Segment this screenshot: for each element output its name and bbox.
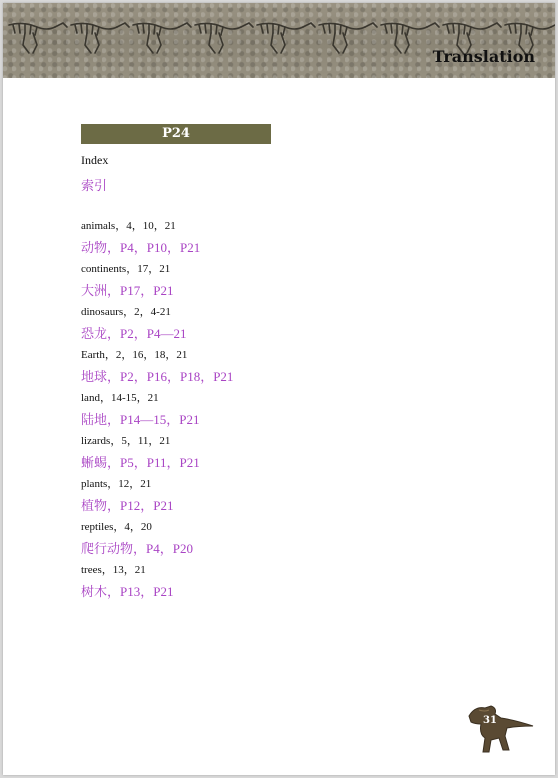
entry-cn: 动物，P4，P10，P21 (81, 240, 201, 255)
entry-en: land，14-15，21 (81, 392, 159, 404)
entry-cn: 陆地，P14—15，P21 (81, 412, 200, 427)
index-entry (81, 391, 501, 434)
entry-en: continents，17，21 (81, 263, 171, 275)
entry-en: animals，4，10，21 (81, 220, 176, 232)
entry-en: plants，12，21 (81, 478, 152, 490)
entry-cn: 大洲，P17，P21 (81, 283, 174, 298)
entry-cn: 恐龙，P2，P4—21 (81, 326, 187, 341)
dinosaur-fossil-banner-icon (3, 3, 555, 78)
entry-en: lizards，5，11，21 (81, 435, 171, 447)
entry-cn: 地球，P2，P16，P18，P21 (81, 369, 234, 384)
index-title-en: Index (81, 153, 109, 167)
index-entry (81, 305, 501, 348)
page-number: 31 (483, 715, 497, 726)
entry-cn: 植物，P12，P21 (81, 498, 174, 513)
section-label-bar: P24 (81, 124, 271, 144)
entry-en: Earth，2，16，18，21 (81, 349, 188, 361)
index-title-cn: 索引 (81, 178, 108, 193)
entry-cn: 蜥蜴，P5，P11，P21 (81, 455, 200, 470)
entry-en: trees，13，21 (81, 564, 146, 576)
banner-title: Translation (432, 47, 535, 66)
header-banner (3, 3, 555, 78)
index-entry (81, 219, 501, 262)
index-entry-list (81, 219, 501, 606)
entry-cn: 爬行动物，P4，P20 (81, 541, 193, 556)
entry-en: dinosaurs，2，4-21 (81, 306, 171, 318)
entry-en: reptiles，4，20 (81, 521, 152, 533)
index-entry (81, 348, 501, 391)
index-entry (81, 563, 501, 606)
dinosaur-icon (465, 700, 535, 754)
document-page (3, 3, 555, 775)
index-entry (81, 434, 501, 477)
index-entry (81, 477, 501, 520)
entry-cn: 树木，P13，P21 (81, 584, 174, 599)
index-entry (81, 262, 501, 305)
index-entry (81, 520, 501, 563)
